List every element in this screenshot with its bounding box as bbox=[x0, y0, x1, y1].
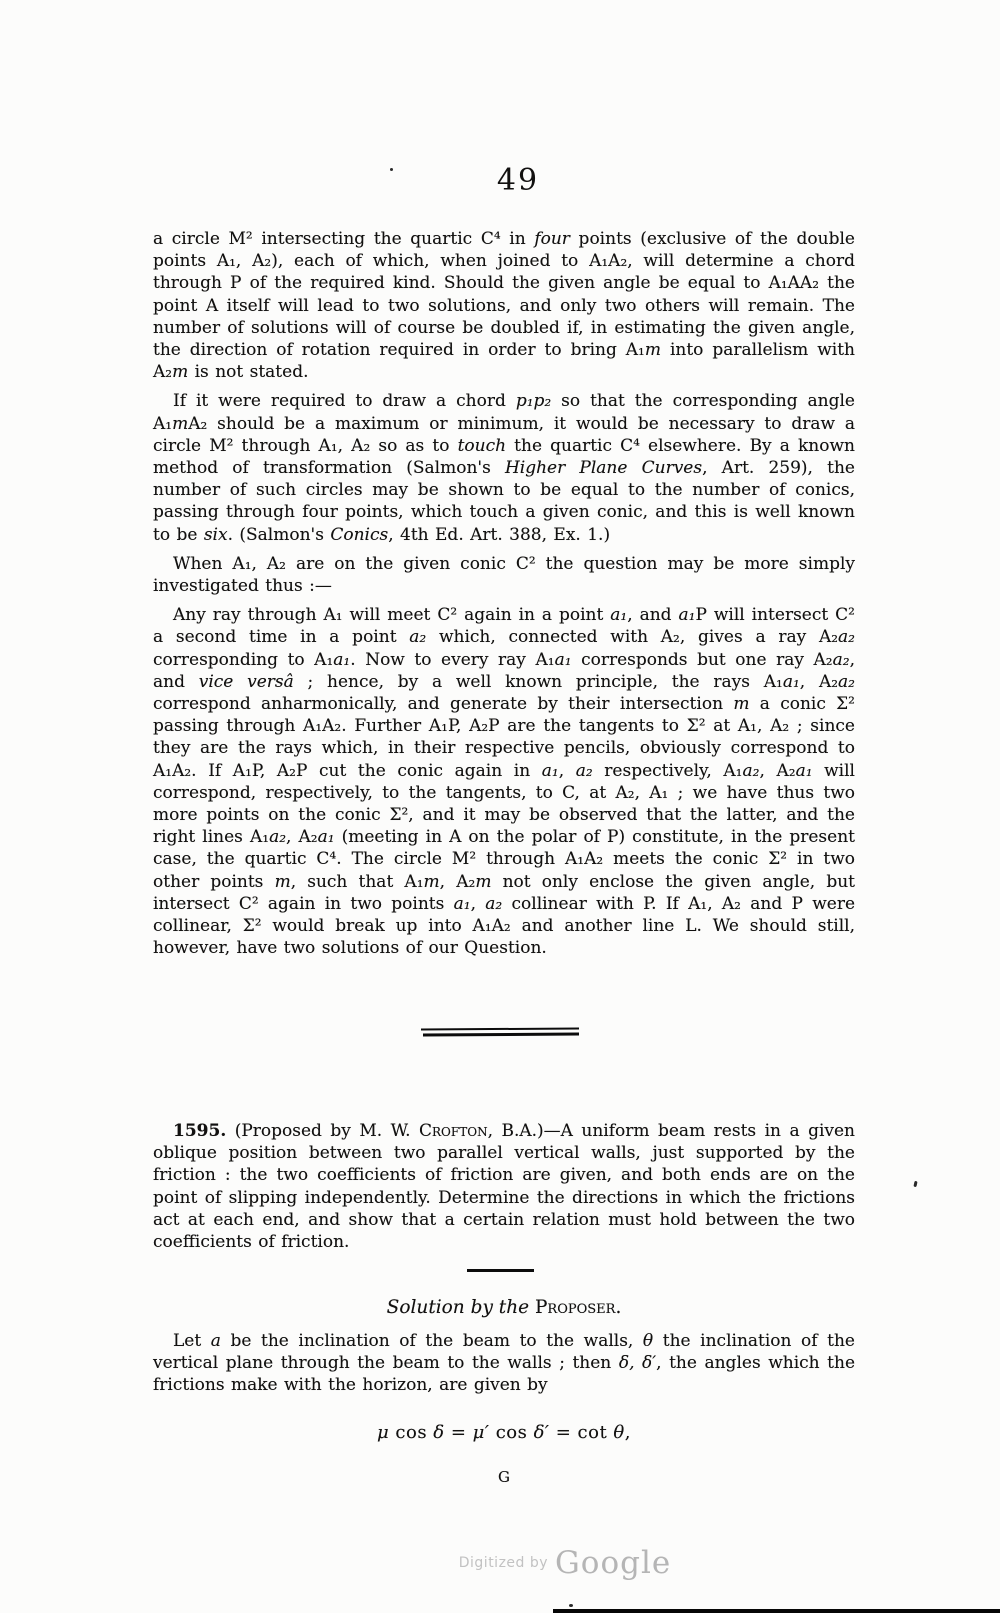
section-divider-top-rule bbox=[421, 1027, 579, 1030]
scan-speck-bottom bbox=[569, 1604, 573, 1607]
problem-solution-divider bbox=[467, 1269, 534, 1272]
main-text-column bbox=[153, 228, 855, 960]
section-divider-bottom-rule bbox=[423, 1032, 579, 1036]
scan-speck-right bbox=[913, 1181, 917, 1187]
google-logo-text: Google bbox=[555, 1545, 672, 1581]
printer-signature-mark: G bbox=[498, 1468, 510, 1486]
paragraph-chord-max-min: If it were required to draw a chord p₁p₂ so that the corresponding angle A₁mA₂ should be a maximum or minimum, it would be necessary to draw a circle M² through A₁, A₂ so as to touch the quartic C⁴ elsewhere. By a known method of transformation (Salmon's Higher Plane Curves, Art. 259), the number of such circles may be shown to be equal to the number of conics, passing through four points, which touch a given conic, and this is well known to be six. (Salmon's Conics, 4th Ed. Art. 388, Ex. 1.) bbox=[153, 391, 855, 545]
paragraph-anharmonic: Any ray through A₁ will meet C² again in a point a₁, and a₁P will intersect C² a second time in a point a₂ which, connected with A₂, gives a ray A₂a₂ corresponding to A₁a₁. Now to every ray A₁a₁ corresponds but one ray A₂a₂, and vice versâ ; hence, by a well known principle, the rays A₁a₁, A₂a₂ correspond anharmonically, and generate by their intersection m a conic Σ² passing through A₁A₂. Further A₁P, A₂P are the tangents to Σ² at A₁, A₂ ; since they are the rays which, in their respective pencils, obviously correspond to A₁A₂. If A₁P, A₂P cut the conic again in a₁, a₂ respectively, A₁a₂, A₂a₁ will correspond, respectively, to the tangents, to C, at A₂, A₁ ; we have thus two more points on the conic Σ², and it may be observed that the latter, and the right lines A₁a₂, A₂a₁ (meeting in A on the polar of P) constitute, in the present case, the quartic C⁴. The circle M² through A₁A₂ meets the conic Σ² in two other points m, such that A₁m, A₂m not only enclose the given angle, but intersect C² again in two points a₁, a₂ collinear with P. If A₁, A₂ and P were collinear, Σ² would break up into A₁A₂ and another line L. We should still, however, have two solutions of our Question. bbox=[153, 605, 856, 959]
google-watermark bbox=[0, 1545, 1000, 1581]
problem-1595-text: 1595. (Proposed by M. W. Crofton, B.A.)—A uniform beam rests in a given oblique position between two parallel vertical walls, just supported by the friction : the two coefficients of friction are given, and both ends are on the point of slipping independently. Determine the directions in which the frictions act at each end, and show that a certain relation must hold between the two coefficients of friction. bbox=[153, 1121, 855, 1253]
solution-intro-block bbox=[153, 1330, 855, 1397]
solution-heading: Solution by the Proposer. bbox=[386, 1297, 622, 1318]
page-number: 49 bbox=[496, 163, 540, 198]
problem-1595-block bbox=[153, 1120, 855, 1253]
digitized-by-text: Digitized by bbox=[458, 1555, 549, 1571]
scan-bottom-bar bbox=[553, 1609, 1000, 1613]
solution-equation: μ cos δ = μ′ cos δ′ = cot θ, bbox=[376, 1422, 631, 1443]
solution-intro-text: Let a be the inclination of the beam to the walls, θ the inclination of the vertical plane through the beam to the walls ; then δ, δ′, the angles which the frictions make with the horizon, are given by bbox=[153, 1331, 856, 1396]
paragraph-continuation: a circle M² intersecting the quartic C⁴ in four points (exclusive of the double points A₁, A₂), each of which, when joined to A₁A₂, will determine a chord through P of the required kind. Should the given angle be equal to A₁AA₂ the point A itself will lead to two solutions, and only two others will remain. The number of solutions will of course be doubled if, in estimating the given angle, the direction of rotation required in order to bring A₁m into parallelism with A₂m is not stated. bbox=[153, 229, 855, 383]
paragraph-conic-intro: When A₁, A₂ are on the given conic C² the question may be more simply investigated thus :— bbox=[153, 553, 855, 597]
